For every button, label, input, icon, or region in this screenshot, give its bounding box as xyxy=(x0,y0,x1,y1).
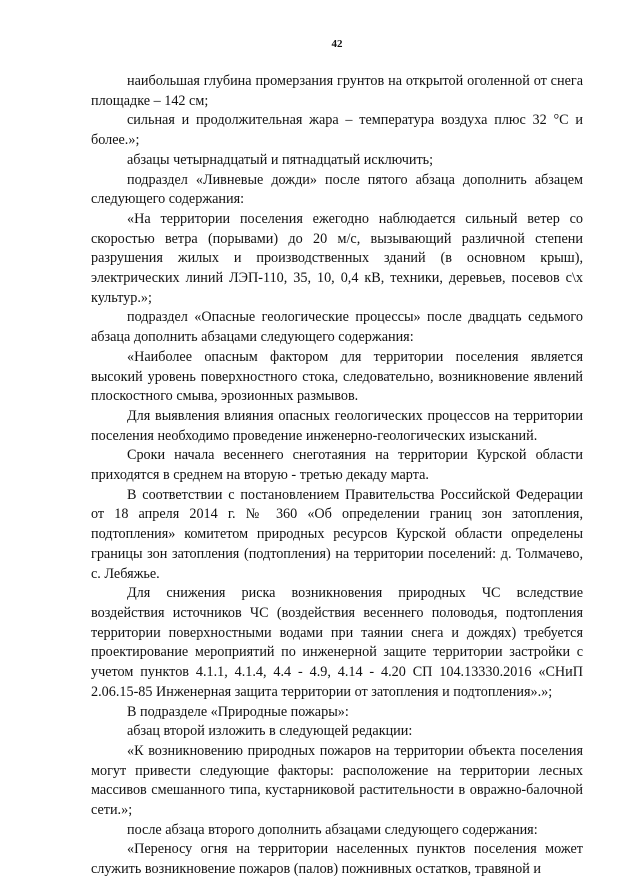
paragraph: «Наиболее опасным фактором для территории поселения является высокий уровень поверхностного стока, следовательно, возникновение явлений плоскостного смыва, эрозионных размывов. xyxy=(91,348,583,405)
paragraph: В соответствии с постановлением Правительства Российской Федерации от 18 апреля 2014 г. № 360 «Об определении границ зон затопления, подтопления» комитетом природных ресурсов Курской области определены границы зон затопления (подтопления) на территории поселений: д. Толмачево, с. Лебяжье. xyxy=(91,486,583,582)
paragraph: Сроки начала весеннего снеготаяния на территории Курской области приходятся в среднем на вторую - третью декаду марта. xyxy=(91,447,583,484)
paragraph: сильная и продолжительная жара – температура воздуха плюс 32 °С и более.»; xyxy=(91,112,583,149)
paragraph: абзацы четырнадцатый и пятнадцатый исключить; xyxy=(127,151,434,168)
paragraph: подраздел «Опасные геологические процессы» после двадцать седьмого абзаца дополнить абзацами следующего содержания: xyxy=(91,309,583,346)
paragraph: абзац второй изложить в следующей редакции: xyxy=(127,723,413,740)
document-body xyxy=(91,72,583,880)
paragraph: Для снижения риска возникновения природных ЧС вследствие воздействия источников ЧС (воздействия весеннего половодья, подтопления территории поверхностными водами при таянии снега и дождях) требуется проектирование мероприятий по инженерной защите территории застройки с учетом пунктов 4.1.1, 4.1.4, 4.4 - 4.9, 4.14 - 4.20 СП 104.13330.2016 «СНиП 2.06.15-85 Инженерная защита территории от затопления и подтопления».»; xyxy=(91,585,583,700)
paragraph: после абзаца второго дополнить абзацами следующего содержания: xyxy=(127,821,538,838)
paragraph: В подразделе «Природные пожары»: xyxy=(127,703,349,720)
paragraph: наибольшая глубина промерзания грунтов на открытой оголенной от снега площадке – 142 см; xyxy=(91,73,583,109)
paragraph: подраздел «Ливневые дожди» после пятого абзаца дополнить абзацем следующего содержания: xyxy=(91,171,583,208)
paragraph: «Переносу огня на территории населенных пунктов поселения может служить возникновение пожаров (палов) пожнивных остатков, травяной и xyxy=(91,841,583,878)
paragraph: «На территории поселения ежегодно наблюдается сильный ветер со скоростью ветра (порывами) до 20 м/с, вызывающий различной степени разрушения жилых и производственных зданий (в основном крыш), электрических линий ЛЭП-110, 35, 10, 0,4 кВ, техники, деревьев, посевов с\х культур.»; xyxy=(91,210,583,306)
page-number: 42 xyxy=(331,38,343,50)
paragraph: «К возникновению природных пожаров на территории объекта поселения могут привести следующие факторы: расположение на территории лесных массивов смешанного типа, кустарниковой растительности в овражно-балочной сети.»; xyxy=(91,742,583,819)
paragraph: Для выявления влияния опасных геологических процессов на территории поселения необходимо проведение инженерно-геологических изысканий. xyxy=(91,407,583,444)
